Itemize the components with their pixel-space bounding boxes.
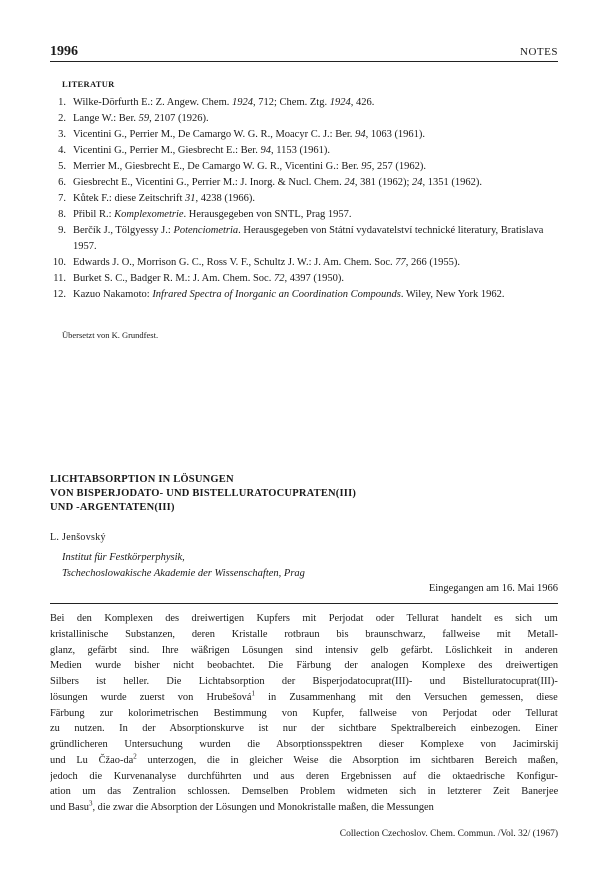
article-title-line: LICHTABSORPTION IN LÖSUNGEN	[50, 474, 234, 485]
reference-number: 10.	[52, 257, 66, 268]
body-line: zu nutzen. In der Absorptionskurve ist nur der sichtbare Spektralbereich einbezogen. Einer	[50, 723, 558, 735]
article-body	[50, 611, 558, 816]
reference-text: Přibil R.: Komplexometrie. Herausgegeben von SNTL, Prag 1957.	[73, 209, 352, 220]
reference-text: Wilke-Dörfurth E.: Z. Angew. Chem. 1924, 712; Chem. Ztg. 1924, 426.	[73, 97, 375, 108]
citation-superscript: 3	[88, 800, 93, 808]
reference-number: 12.	[52, 289, 66, 300]
article-title	[50, 473, 558, 515]
reference-item	[50, 111, 558, 127]
body-line: Färbung zur kolorimetrischen Bestimmung von Kupfer, fallweise von Perjodat oder Tellurat	[50, 707, 558, 719]
body-line: gründlicheren Untersuchung wurden die Absorptionsspektren dieser Komplexe von Jacimirskij	[50, 739, 558, 750]
reference-item	[50, 271, 558, 287]
reference-text: Lange W.: Ber. 59, 2107 (1926).	[73, 113, 209, 124]
body-line: und Lu Čžao-$da^2$ unterzogen, die in gleicher Weise die Absorption im sichtbaren Bereich maßen,	[50, 752, 558, 766]
reference-list	[50, 95, 558, 303]
reference-text: Kůtek F.: diese Zeitschrift 31, 4238 (1966).	[73, 193, 256, 204]
received-date: Eingegangen am 16. Mai 1966	[428, 583, 558, 594]
article-title-line: UND -ARGENTATEN(III)	[50, 502, 175, 513]
body-line: kristallinische Substanzen, deren Kristalle rotbraun bis braunschwarz, fallweise mit Metall-	[50, 628, 558, 640]
affiliation-line: Institut für Festkörperphysik,	[62, 552, 185, 563]
literature-heading: LITERATUR	[62, 79, 115, 89]
body-line: Silbers ist heller. Die Lichtabsorption der Bisperjodatocuprat(III)- und Bistelluratocuprat(III)-	[50, 676, 558, 687]
reference-text: Giesbrecht E., Vicentini G., Perrier M.: J. Inorg. & Nucl. Chem. 24, 381 (1962); 24, 1351 (1962).	[73, 177, 483, 188]
reference-number: 8.	[58, 209, 66, 220]
citation-superscript: 2	[133, 752, 137, 761]
reference-item	[50, 159, 558, 175]
page-number: 1996	[50, 44, 78, 59]
reference-text: Berčík J., Tölgyessy J.: Potenciometria. Herausgegeben von Státní vydavatelství technické literatury, Bratislava 1957.	[73, 225, 544, 252]
reference-number: 4.	[58, 145, 66, 156]
reference-number: 11.	[53, 273, 66, 284]
reference-number: 9.	[58, 225, 66, 236]
article-title-line: VON BISPERJODATO- UND BISTELLURATOCUPRATEN(III)	[50, 488, 357, 499]
reference-item	[50, 95, 558, 111]
reference-text: Kazuo Nakamoto: Infrared Spectra of Inorganic an Coordination Compounds. Wiley, New York 1962.	[73, 289, 505, 300]
reference-number: 1.	[58, 97, 66, 108]
reference-number: 3.	[58, 129, 66, 140]
reference-number: 6.	[58, 177, 66, 188]
citation-superscript: 1	[251, 689, 255, 698]
reference-number: 2.	[58, 113, 66, 124]
reference-item	[50, 207, 558, 223]
reference-item	[50, 143, 558, 159]
reference-number: 7.	[58, 193, 66, 204]
body-line: lösungen wurde zuerst von Hrubešová$^1$ in Zusammenhang mit den Versuchen gemessen, diese	[50, 689, 558, 703]
reference-text: Edwards J. O., Morrison G. C., Ross V. F., Schultz J. W.: J. Am. Chem. Soc. 77, 266 (1955).	[73, 257, 461, 268]
reference-item	[50, 223, 558, 255]
journal-citation: Collection Czechoslov. Chem. Commun. /Vol. 32/ (1967)	[339, 829, 558, 839]
section-rule	[50, 603, 558, 604]
reference-text: Merrier M., Giesbrecht E., De Camargo W. G. R., Vicentini G.: Ber. 95, 257 (1962).	[73, 161, 427, 172]
reference-item	[50, 127, 558, 143]
reference-text: Vicentini G., Perrier M., Giesbrecht E.: Ber. 94, 1153 (1961).	[73, 145, 331, 156]
running-title: NOTES	[520, 46, 558, 58]
affiliation-line: Tschechoslowakische Akademie der Wissenschaften, Prag	[62, 568, 305, 579]
reference-item	[50, 255, 558, 271]
affiliation	[62, 550, 305, 582]
page-header	[50, 44, 558, 60]
article-author: L. Jenšovský	[50, 532, 106, 543]
reference-text: Vicentini G., Perrier M., De Camargo W. G. R., Moacyr C. J.: Ber. 94, 1063 (1961).	[73, 129, 426, 140]
body-line: jedoch die Kurvenanalyse durchführten und aus deren Ergebnissen auf die oktaedrische Konfigur-	[50, 770, 558, 782]
reference-item	[50, 175, 558, 191]
body-line: und Basu$^3$, die zwar die Absorption der Lösungen und Monokristalle maßen, die Messungen	[50, 800, 434, 813]
reference-item	[50, 191, 558, 207]
body-line: ation um das Zentralion schlossen. Demselben Problem widmeten sich in letzterer Zeit Banerjee	[50, 786, 558, 798]
body-line: glanz, gefärbt sind. Ihre wäßrigen Lösungen sind intensiv gelb gefärbt. Löslichkeit in anderen	[50, 644, 558, 656]
header-rule	[50, 61, 558, 62]
reference-text: Burket S. C., Badger R. M.: J. Am. Chem. Soc. 72, 4397 (1950).	[73, 273, 344, 284]
body-line: Bei den Komplexen des dreiwertigen Kupfers mit Perjodat oder Tellurat handelt es sich um	[50, 613, 558, 624]
body-line: Medien wurde bisher nicht beobachtet. Die Färbung der analogen Komplexe des dreiwertigen	[50, 660, 558, 672]
reference-item	[50, 287, 558, 303]
translator-note: Übersetzt von K. Grundfest.	[62, 330, 159, 340]
reference-number: 5.	[58, 161, 66, 172]
